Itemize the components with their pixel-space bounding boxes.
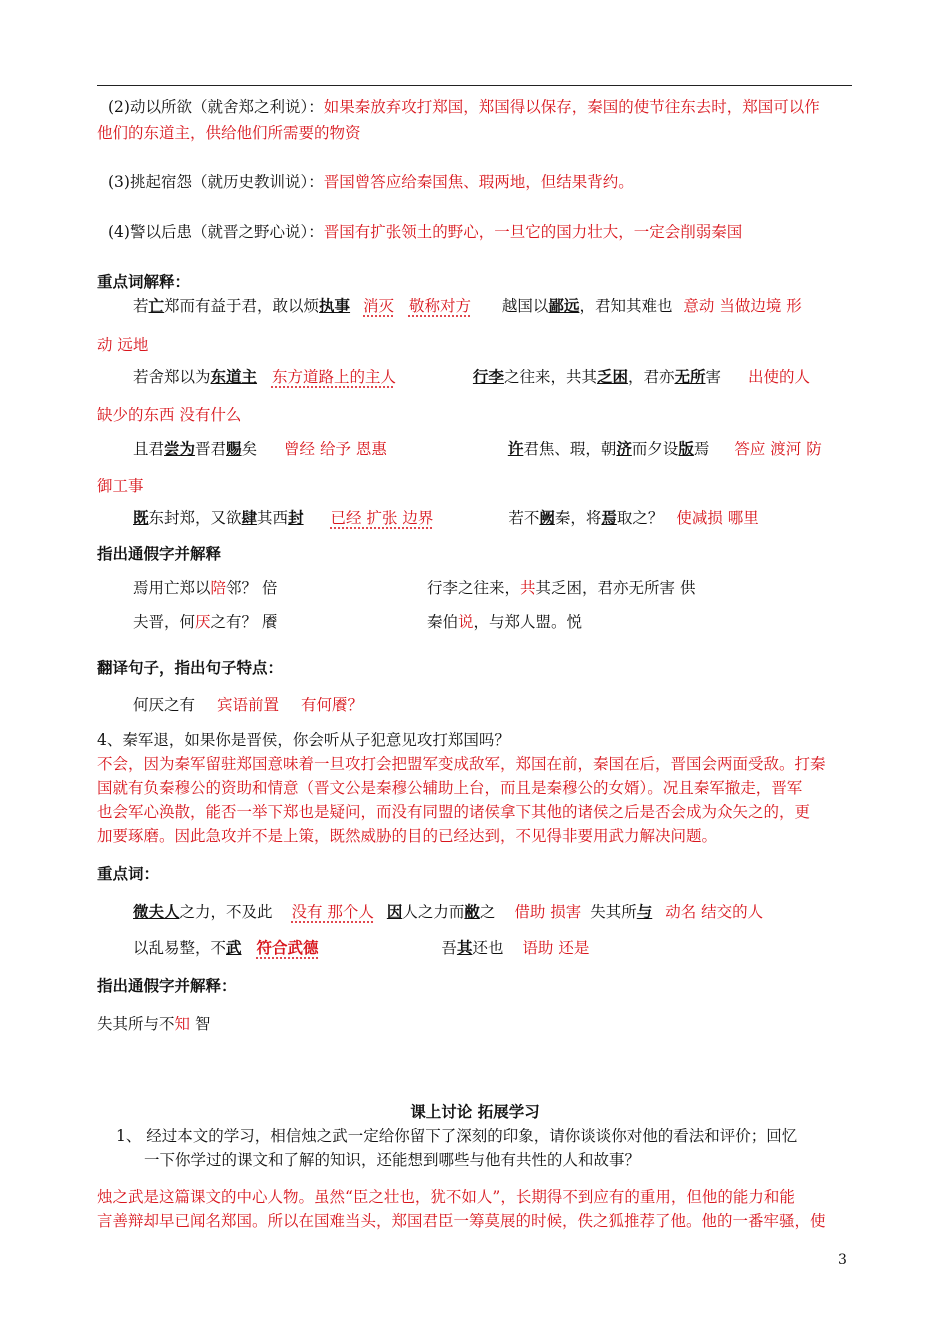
tongjia-line-3: 失其所与不知 智 — [97, 1015, 211, 1033]
word-line-1-cont: 动 远地 — [97, 336, 149, 354]
answer-q1-line-1: 烛之武是这篇课文的中心人物。虽然“臣之壮也，犹不如人”，长期得不到应有的重用，但他的能力和能 — [97, 1188, 795, 1206]
answer-4-line-3: 也会军心涣散，能否一举下郑也是疑问，而没有同盟的诸侯拿下其他的诸侯之后是否会成为众矢之的，更 — [97, 803, 811, 821]
heading-tongjia-2: 指出通假字并解释： — [97, 977, 237, 995]
answer-4-line-4: 加要琢磨。因此急攻并不是上策，既然威胁的目的已经达到，不见得非要用武力解决问题。 — [97, 827, 718, 845]
discussion-q1-line-1: 1、 经过本文的学习，相信烛之武一定给你留下了深刻的印象，请你谈谈你对他的看法和评价；回忆 — [116, 1127, 798, 1145]
word-line-3-cont: 御工事 — [97, 477, 144, 495]
section-title: 课上讨论 拓展学习 — [410, 1103, 540, 1121]
tongjia-line-2a: 夫晋，何厌之有？ 餍 — [133, 613, 278, 631]
tongjia-line-2b: 秦伯说，与郑人盟。悦 — [427, 613, 583, 631]
keyword-line-1: 微夫人之力，不及此 没有 那个人 因人之力而敝之 借助 损害 失其所与 动名 结交的人 — [133, 902, 764, 921]
heading-tongjia-1: 指出通假字并解释 — [97, 545, 222, 563]
point-2-cont: 他们的东道主，供给他们所需要的物资 — [97, 124, 361, 142]
translate-line: 何厌之有 宾语前置 有何餍？ — [133, 696, 364, 714]
header-rule — [97, 85, 852, 86]
word-line-3: 且君尝为晋君赐矣 曾经 给予 恩惠 许君焦、瑕，朝济而夕设版焉 答应 渡河 防 — [133, 439, 822, 458]
answer-4-line-1: 不会，因为秦军留驻郑国意味着一旦攻打会把盟军变成敌军，郑国在前，秦国在后，晋国会两面受敌。打秦 — [97, 755, 826, 773]
word-line-1: 若亡郑而有益于君，敢以烦执事 消灭 敬称对方 越国以鄙远，君知其难也 意动 当做边境 形 — [133, 296, 802, 315]
heading-translate: 翻译句子，指出句子特点： — [97, 659, 284, 677]
word-line-2-cont: 缺少的东西 没有什么 — [97, 406, 242, 424]
point-2: (2)动以所欲（就舍郑之利说）：如果秦放弃攻打郑国，郑国得以保存，秦国的使节往东去时，郑国可以作 — [108, 98, 820, 116]
point-4: (4)警以后患（就晋之野心说）：晋国有扩张领土的野心，一旦它的国力壮大，一定会削弱秦国 — [108, 223, 743, 241]
discussion-q1-line-2: 一下你学过的课文和了解的知识，还能想到哪些与他有共性的人和故事？ — [144, 1151, 641, 1169]
question-4: 4、秦军退，如果你是晋侯，你会听从子犯意见攻打郑国吗？ — [97, 731, 510, 749]
answer-4-line-2: 国就有负秦穆公的资助和情意（晋文公是秦穆公辅助上台，而且是秦穆公的女婿）。况且秦军撤走，晋军 — [97, 779, 803, 797]
point-3: (3)挑起宿怨（就历史教训说）：晋国曾答应给秦国焦、瑕两地，但结果背约。 — [108, 173, 634, 191]
tongjia-line-1b: 行李之往来，共其乏困，君亦无所害 供 — [427, 579, 696, 597]
page-number: 3 — [838, 1252, 847, 1268]
word-line-2: 若舍郑以为东道主 东方道路上的主人 行李之往来，共其乏困，君亦无所害 出使的人 — [133, 367, 810, 386]
keyword-line-2: 以乱易整，不武 符合武德 吾其还也 语助 还是 — [133, 938, 590, 957]
word-line-4: 既东封郑，又欲肆其西封 已经 扩张 边界 若不阙秦，将焉取之？ 使减损 哪里 — [133, 508, 759, 527]
heading-key-words: 重点词解释： — [97, 273, 191, 291]
answer-q1-line-2: 言善辩却早已闻名郑国。所以在国难当头，郑国君臣一筹莫展的时候，佚之狐推荐了他。他的一番牢骚，使 — [97, 1212, 826, 1230]
heading-key-words-2: 重点词： — [97, 865, 160, 883]
tongjia-line-1a: 焉用亡郑以陪邻？ 倍 — [133, 579, 278, 597]
